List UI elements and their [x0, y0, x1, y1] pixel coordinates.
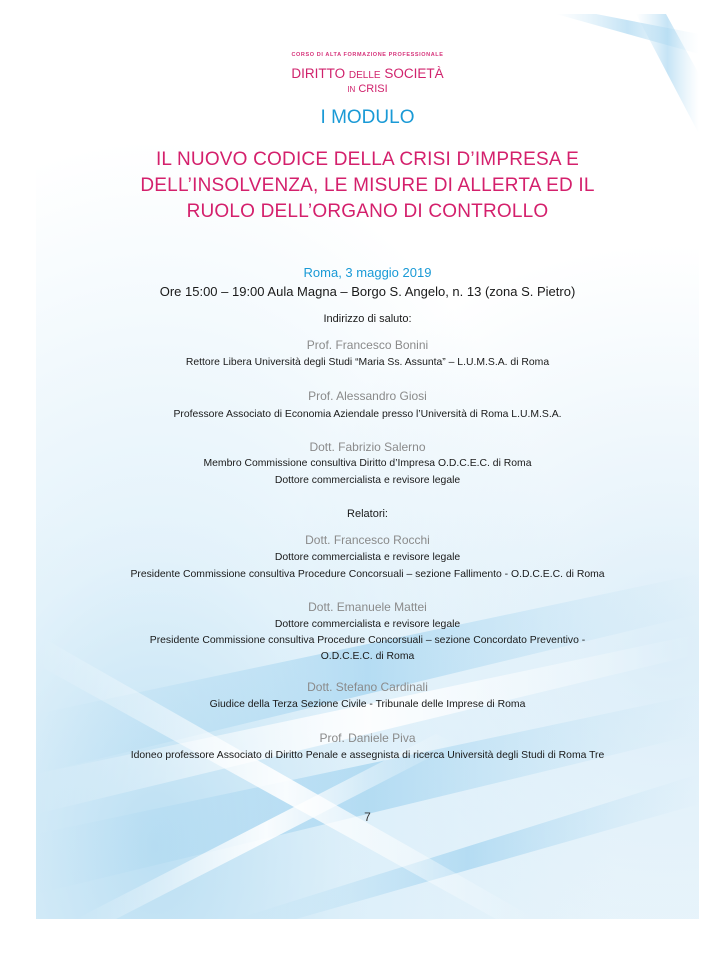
person-role: O.D.C.E.C. di Roma: [320, 651, 415, 662]
brand-subtitle: CORSO DI ALTA FORMAZIONE PROFESSIONALE: [291, 52, 444, 58]
person-name: Prof. Francesco Bonini: [306, 338, 429, 352]
page-number: 7: [364, 810, 371, 824]
person-role: Rettore Libera Università degli Studi “Maria Ss. Assunta” – L.U.M.S.A. di Roma: [185, 357, 550, 368]
brand-title-line1: [36, 66, 699, 81]
content: [36, 14, 699, 919]
person-role: Dottore commercialista e revisore legale: [274, 552, 461, 563]
person-name: Dott. Fabrizio Salerno: [309, 440, 426, 454]
module-heading: I MODULO: [320, 107, 415, 128]
person-role: Membro Commissione consultiva Diritto d’Impresa O.D.C.E.C. di Roma: [203, 458, 532, 469]
event-date: Roma, 3 maggio 2019: [303, 265, 432, 280]
person-role: Dottore commercialista e revisore legale: [274, 475, 461, 486]
person-role: Idoneo professore Associato di Diritto Penale e assegnista di ricerca Università degli Studi di Roma Tre: [130, 750, 605, 761]
person-name: Dott. Francesco Rocchi: [305, 533, 430, 547]
document-title: [36, 147, 699, 225]
event-time-place: Ore 15:00 – 19:00 Aula Magna – Borgo S. Angelo, n. 13 (zona S. Pietro): [159, 284, 576, 299]
speakers-heading: Relatori:: [347, 508, 388, 520]
greetings-heading: Indirizzo di saluto:: [323, 313, 412, 325]
person-name: Dott. Emanuele Mattei: [308, 600, 427, 614]
person-name: Prof. Daniele Piva: [319, 731, 416, 745]
brand-title-line2: [36, 83, 699, 95]
person-role: Professore Associato di Economia Aziendale presso l’Università di Roma L.U.M.S.A.: [173, 409, 562, 420]
person-role: Presidente Commissione consultiva Procedure Concorsuali – sezione Fallimento - O.D.C.E.C. di Roma: [130, 569, 605, 580]
brand-word-societa: SOCIETÀ: [384, 66, 444, 81]
document-sheet: [36, 14, 699, 919]
person-name: Prof. Alessandro Giosi: [308, 389, 427, 403]
title-line: DELL’INSOLVENZA, LE MISURE DI ALLERTA ED IL: [140, 175, 595, 196]
title-line: RUOLO DELL’ORGANO DI CONTROLLO: [186, 201, 549, 222]
person-name: Dott. Stefano Cardinali: [307, 680, 428, 694]
brand-word-in: IN: [347, 85, 356, 94]
brand-word-diritto: DIRITTO: [291, 66, 346, 81]
person-role: Giudice della Terza Sezione Civile - Tribunale delle Imprese di Roma: [209, 699, 526, 710]
title-line: IL NUOVO CODICE DELLA CRISI D’IMPRESA E: [155, 149, 580, 170]
brand-word-crisi: CRISI: [358, 83, 388, 95]
person-role: Dottore commercialista e revisore legale: [274, 619, 461, 630]
person-role: Presidente Commissione consultiva Procedure Concorsuali – sezione Concordato Preventivo -: [149, 635, 586, 646]
brand-word-delle: DELLE: [348, 70, 381, 81]
